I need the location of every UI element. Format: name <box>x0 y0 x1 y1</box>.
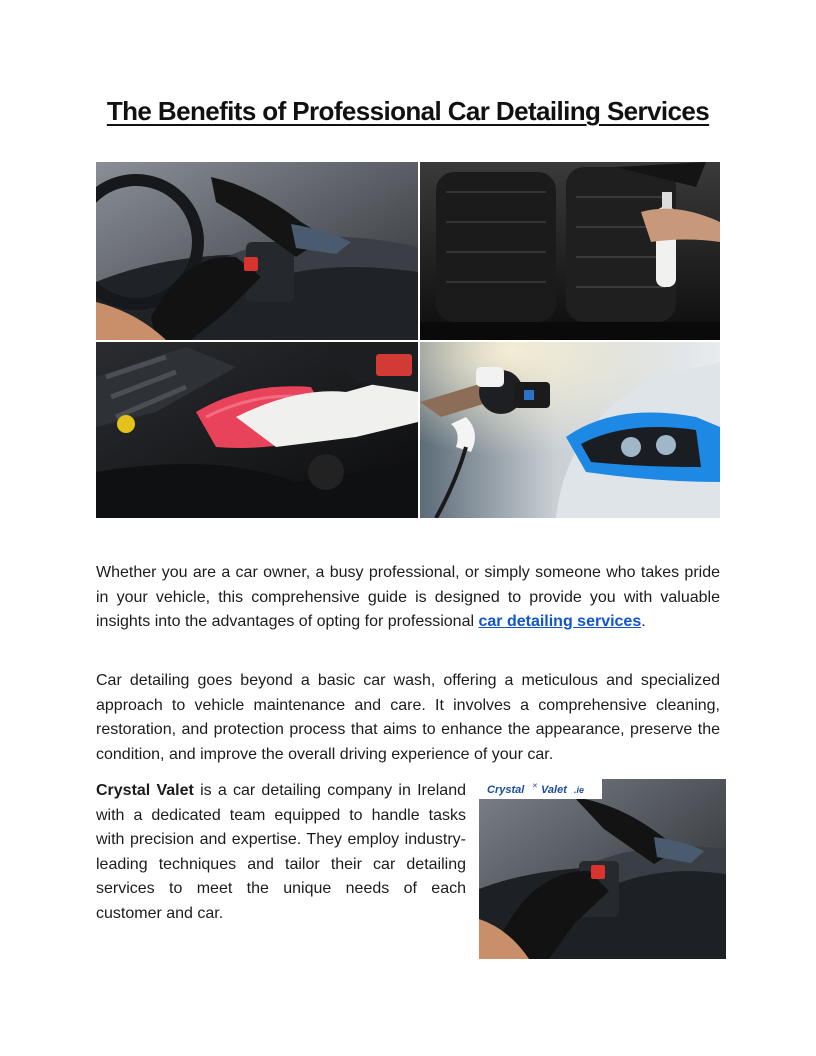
company-name: Crystal Valet <box>96 782 194 799</box>
leather-seat-cleaning-photo <box>420 162 720 340</box>
logo-brand-a: Crystal <box>487 784 525 796</box>
car-detailing-collage <box>96 162 720 518</box>
detailing-description-paragraph: Car detailing goes beyond a basic car wash, offering a meticulous and specialized approach to vehicle maintenance and care. It involves a comprehensive cleaning, restoration, and protection process that aims to enhance the appearance, preserve the condition, and improve the overall driving experience of your car. <box>96 672 720 763</box>
logo-brand-b: Valet <box>541 784 567 796</box>
headlight-polishing-photo <box>420 342 720 518</box>
company-paragraph <box>96 779 466 926</box>
dashboard-detailing-photo <box>96 162 418 340</box>
sparkle-icon: ✕ <box>532 783 538 790</box>
intro-paragraph <box>96 561 720 635</box>
engine-bay-cleaning-photo <box>96 342 418 518</box>
logo-domain: .ie <box>574 785 585 795</box>
crystal-valet-photo <box>479 779 726 959</box>
intro-text-end: . <box>641 613 646 630</box>
intro-text: Whether you are a car owner, a busy professional, or simply someone who takes pride in your vehicle, this comprehensive guide is designed to provide you with valuable insights into the advantages of opting for professional <box>96 564 720 630</box>
page-title: The Benefits of Professional Car Detailing Services <box>106 96 710 126</box>
company-description: is a car detailing company in Ireland with a dedicated team equipped to handle tasks with precision and expertise. They employ industry-leading techniques and tailor their car detailing services to meet the unique needs of each customer and car. <box>96 782 466 922</box>
car-detailing-services-link[interactable]: car detailing services <box>478 613 642 630</box>
